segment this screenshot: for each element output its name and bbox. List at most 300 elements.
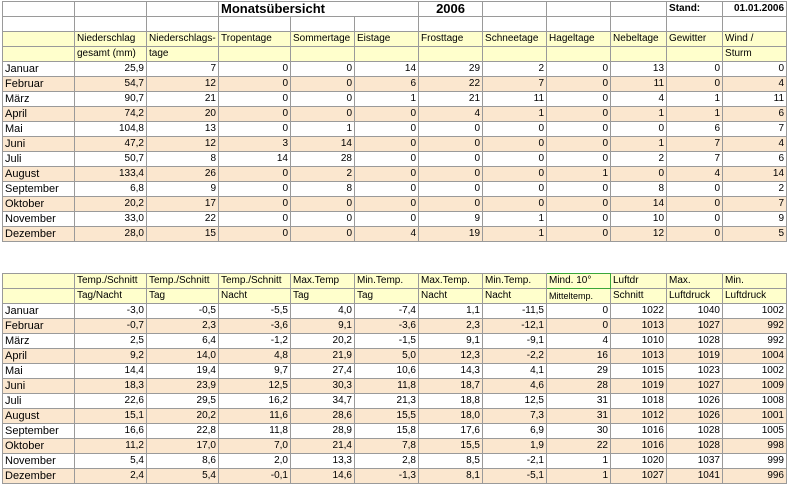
value-cell[interactable]: -1,2 — [219, 334, 291, 349]
header-cell[interactable]: Luftdr — [611, 274, 667, 289]
value-cell[interactable]: 0 — [355, 197, 419, 212]
value-cell[interactable]: 16,6 — [75, 424, 147, 439]
value-cell[interactable]: 30,3 — [291, 379, 355, 394]
value-cell[interactable]: 1020 — [611, 454, 667, 469]
value-cell[interactable]: 7 — [147, 62, 219, 77]
value-cell[interactable]: 7 — [667, 137, 723, 152]
month-label[interactable]: November — [3, 212, 75, 227]
value-cell[interactable]: 0 — [291, 197, 355, 212]
value-cell[interactable]: 21,3 — [355, 394, 419, 409]
value-cell[interactable]: 0 — [219, 182, 291, 197]
value-cell[interactable]: 1041 — [667, 469, 723, 484]
value-cell[interactable]: 34,7 — [291, 394, 355, 409]
value-cell[interactable]: 133,4 — [75, 167, 147, 182]
header-cell[interactable] — [219, 47, 291, 62]
value-cell[interactable]: 2 — [291, 167, 355, 182]
value-cell[interactable]: 7 — [723, 122, 787, 137]
value-cell[interactable]: 1010 — [611, 334, 667, 349]
month-label[interactable]: Mai — [3, 122, 75, 137]
cell[interactable] — [667, 17, 723, 32]
month-label[interactable]: Juli — [3, 394, 75, 409]
value-cell[interactable]: 29 — [419, 62, 483, 77]
value-cell[interactable]: 1022 — [611, 304, 667, 319]
value-cell[interactable]: 0 — [419, 122, 483, 137]
value-cell[interactable]: 12,5 — [483, 394, 547, 409]
value-cell[interactable]: 17 — [147, 197, 219, 212]
value-cell[interactable]: 20,2 — [75, 197, 147, 212]
value-cell[interactable]: 0 — [547, 107, 611, 122]
value-cell[interactable]: 4,1 — [483, 364, 547, 379]
value-cell[interactable]: 22,6 — [75, 394, 147, 409]
value-cell[interactable]: 90,7 — [75, 92, 147, 107]
month-label[interactable]: März — [3, 334, 75, 349]
value-cell[interactable]: 0 — [547, 122, 611, 137]
value-cell[interactable]: 1002 — [723, 304, 787, 319]
value-cell[interactable]: 0 — [667, 182, 723, 197]
header-cell[interactable] — [419, 47, 483, 62]
value-cell[interactable]: 2 — [483, 62, 547, 77]
value-cell[interactable]: 1026 — [667, 409, 723, 424]
value-cell[interactable]: 28 — [547, 379, 611, 394]
value-cell[interactable]: 8,5 — [419, 454, 483, 469]
value-cell[interactable]: 1008 — [723, 394, 787, 409]
value-cell[interactable]: 0 — [219, 122, 291, 137]
value-cell[interactable]: 12,3 — [419, 349, 483, 364]
month-label[interactable]: Juni — [3, 379, 75, 394]
header-cell[interactable]: Tag/Nacht — [75, 289, 147, 304]
value-cell[interactable]: 4,0 — [291, 304, 355, 319]
value-cell[interactable]: 0 — [483, 152, 547, 167]
value-cell[interactable]: 19 — [419, 227, 483, 242]
value-cell[interactable]: 18,7 — [419, 379, 483, 394]
value-cell[interactable]: 0 — [419, 137, 483, 152]
month-label[interactable]: Dezember — [3, 227, 75, 242]
value-cell[interactable]: 1 — [483, 107, 547, 122]
value-cell[interactable]: 0 — [291, 212, 355, 227]
value-cell[interactable]: -1,5 — [355, 334, 419, 349]
value-cell[interactable]: 2,3 — [419, 319, 483, 334]
value-cell[interactable]: 1002 — [723, 364, 787, 379]
value-cell[interactable]: 12 — [147, 77, 219, 92]
value-cell[interactable]: 0 — [547, 77, 611, 92]
cell[interactable] — [3, 17, 75, 32]
value-cell[interactable]: 0 — [291, 107, 355, 122]
value-cell[interactable]: 15,1 — [75, 409, 147, 424]
value-cell[interactable]: 26 — [147, 167, 219, 182]
value-cell[interactable]: 6 — [723, 107, 787, 122]
header-cell[interactable]: Min.Temp. — [483, 274, 547, 289]
value-cell[interactable]: 14,6 — [291, 469, 355, 484]
header-cell[interactable]: Temp./Schnitt — [219, 274, 291, 289]
value-cell[interactable]: 14,0 — [147, 349, 219, 364]
value-cell[interactable]: 1027 — [667, 319, 723, 334]
value-cell[interactable]: -2,1 — [483, 454, 547, 469]
value-cell[interactable]: 14 — [219, 152, 291, 167]
value-cell[interactable]: 74,2 — [75, 107, 147, 122]
value-cell[interactable]: 7 — [667, 152, 723, 167]
value-cell[interactable]: 11,8 — [219, 424, 291, 439]
value-cell[interactable]: 1028 — [667, 424, 723, 439]
value-cell[interactable]: 0 — [547, 212, 611, 227]
sheet-title[interactable]: Monatsübersicht — [219, 2, 419, 17]
header-cell[interactable]: Temp./Schnitt — [75, 274, 147, 289]
month-label[interactable]: Oktober — [3, 197, 75, 212]
header-cell[interactable]: Luftdruck — [667, 289, 723, 304]
value-cell[interactable]: 7,0 — [219, 439, 291, 454]
value-cell[interactable]: 0 — [219, 167, 291, 182]
cell[interactable] — [547, 17, 611, 32]
value-cell[interactable]: 1,9 — [483, 439, 547, 454]
cell[interactable] — [147, 2, 219, 17]
value-cell[interactable]: -3,0 — [75, 304, 147, 319]
cell[interactable] — [147, 17, 219, 32]
value-cell[interactable]: 18,3 — [75, 379, 147, 394]
sheet-year[interactable]: 2006 — [419, 2, 483, 17]
header-cell[interactable]: Niederschlag — [75, 32, 147, 47]
value-cell[interactable]: 11 — [723, 92, 787, 107]
value-cell[interactable]: 1013 — [611, 319, 667, 334]
header-cell[interactable]: Max.Temp. — [419, 274, 483, 289]
header-cell[interactable]: Nebeltage — [611, 32, 667, 47]
value-cell[interactable]: 0 — [419, 182, 483, 197]
value-cell[interactable]: 20 — [147, 107, 219, 122]
value-cell[interactable]: 1018 — [611, 394, 667, 409]
month-label[interactable]: September — [3, 182, 75, 197]
value-cell[interactable]: 4 — [667, 167, 723, 182]
value-cell[interactable]: 0 — [419, 167, 483, 182]
value-cell[interactable]: 0 — [667, 197, 723, 212]
cell[interactable] — [419, 17, 483, 32]
value-cell[interactable]: 14 — [355, 62, 419, 77]
cell[interactable] — [723, 17, 787, 32]
header-cell[interactable]: Max.Temp — [291, 274, 355, 289]
header-cell[interactable]: Gewitter — [667, 32, 723, 47]
header-cell[interactable]: Mitteltemp. — [547, 289, 611, 304]
value-cell[interactable]: 15,8 — [355, 424, 419, 439]
value-cell[interactable]: 0 — [355, 152, 419, 167]
value-cell[interactable]: 1 — [355, 92, 419, 107]
month-label[interactable]: Dezember — [3, 469, 75, 484]
value-cell[interactable]: 0 — [547, 62, 611, 77]
value-cell[interactable]: 0 — [355, 167, 419, 182]
header-cell[interactable] — [547, 47, 611, 62]
value-cell[interactable]: 0 — [291, 62, 355, 77]
value-cell[interactable]: 9 — [147, 182, 219, 197]
value-cell[interactable]: 21 — [419, 92, 483, 107]
value-cell[interactable]: 0 — [291, 77, 355, 92]
month-label[interactable]: Juli — [3, 152, 75, 167]
value-cell[interactable]: 4 — [723, 137, 787, 152]
value-cell[interactable]: 25,9 — [75, 62, 147, 77]
value-cell[interactable]: 0 — [723, 62, 787, 77]
cell[interactable] — [3, 2, 75, 17]
value-cell[interactable]: 12,5 — [219, 379, 291, 394]
value-cell[interactable]: 2 — [611, 152, 667, 167]
value-cell[interactable]: 1 — [483, 212, 547, 227]
value-cell[interactable]: -5,1 — [483, 469, 547, 484]
value-cell[interactable]: 4,6 — [483, 379, 547, 394]
value-cell[interactable]: 1019 — [667, 349, 723, 364]
header-cell[interactable]: Tag — [291, 289, 355, 304]
header-cell[interactable]: Sturm — [723, 47, 787, 62]
value-cell[interactable]: 17,6 — [419, 424, 483, 439]
value-cell[interactable]: 6,8 — [75, 182, 147, 197]
cell[interactable] — [219, 17, 291, 32]
month-label[interactable]: Februar — [3, 319, 75, 334]
value-cell[interactable]: 20,2 — [291, 334, 355, 349]
month-label[interactable]: Januar — [3, 304, 75, 319]
value-cell[interactable]: 15,5 — [419, 439, 483, 454]
value-cell[interactable]: 1 — [547, 469, 611, 484]
value-cell[interactable]: 0 — [355, 122, 419, 137]
header-cell[interactable]: Tropentage — [219, 32, 291, 47]
header-cell[interactable]: Max. — [667, 274, 723, 289]
value-cell[interactable]: 1005 — [723, 424, 787, 439]
value-cell[interactable]: 998 — [723, 439, 787, 454]
header-cell[interactable]: Temp./Schnitt — [147, 274, 219, 289]
value-cell[interactable]: 6,9 — [483, 424, 547, 439]
value-cell[interactable]: -3,6 — [355, 319, 419, 334]
value-cell[interactable]: 1 — [611, 137, 667, 152]
value-cell[interactable]: 9,1 — [291, 319, 355, 334]
value-cell[interactable]: 10,6 — [355, 364, 419, 379]
value-cell[interactable]: 2,4 — [75, 469, 147, 484]
value-cell[interactable]: 992 — [723, 334, 787, 349]
header-cell[interactable]: Wind / — [723, 32, 787, 47]
value-cell[interactable]: 0 — [547, 304, 611, 319]
value-cell[interactable]: 1 — [483, 227, 547, 242]
value-cell[interactable]: 13 — [611, 62, 667, 77]
header-cell[interactable]: Tag — [355, 289, 419, 304]
month-label[interactable]: September — [3, 424, 75, 439]
cell[interactable] — [291, 17, 355, 32]
value-cell[interactable]: 11 — [483, 92, 547, 107]
value-cell[interactable]: 0 — [219, 62, 291, 77]
value-cell[interactable]: -0,7 — [75, 319, 147, 334]
value-cell[interactable]: 0 — [667, 62, 723, 77]
value-cell[interactable]: -3,6 — [219, 319, 291, 334]
value-cell[interactable]: 0 — [219, 92, 291, 107]
value-cell[interactable]: 1,1 — [419, 304, 483, 319]
value-cell[interactable]: -1,3 — [355, 469, 419, 484]
value-cell[interactable]: 0 — [219, 77, 291, 92]
value-cell[interactable]: -7,4 — [355, 304, 419, 319]
month-label[interactable]: Mai — [3, 364, 75, 379]
value-cell[interactable]: 50,7 — [75, 152, 147, 167]
value-cell[interactable]: 0 — [483, 137, 547, 152]
value-cell[interactable]: 0 — [219, 227, 291, 242]
value-cell[interactable]: 15,5 — [355, 409, 419, 424]
value-cell[interactable]: 4 — [355, 227, 419, 242]
value-cell[interactable]: 11 — [611, 77, 667, 92]
value-cell[interactable]: 1 — [547, 454, 611, 469]
value-cell[interactable]: 4,8 — [219, 349, 291, 364]
value-cell[interactable]: 19,4 — [147, 364, 219, 379]
month-label[interactable]: Oktober — [3, 439, 75, 454]
value-cell[interactable]: 8 — [611, 182, 667, 197]
cell[interactable] — [611, 2, 667, 17]
value-cell[interactable]: 54,7 — [75, 77, 147, 92]
value-cell[interactable]: 2 — [723, 182, 787, 197]
stand-label[interactable]: Stand: — [667, 2, 723, 17]
value-cell[interactable]: 17,0 — [147, 439, 219, 454]
month-label[interactable]: Februar — [3, 77, 75, 92]
value-cell[interactable]: 1028 — [667, 439, 723, 454]
cell[interactable] — [483, 17, 547, 32]
value-cell[interactable]: 10 — [611, 212, 667, 227]
month-label[interactable]: Juni — [3, 137, 75, 152]
value-cell[interactable]: 1 — [667, 107, 723, 122]
header-cell[interactable]: Nacht — [219, 289, 291, 304]
value-cell[interactable]: 1016 — [611, 439, 667, 454]
value-cell[interactable]: 0 — [547, 137, 611, 152]
value-cell[interactable]: 0 — [667, 227, 723, 242]
cell[interactable] — [3, 289, 75, 304]
value-cell[interactable]: 1 — [291, 122, 355, 137]
value-cell[interactable]: 11,2 — [75, 439, 147, 454]
value-cell[interactable]: 1027 — [667, 379, 723, 394]
value-cell[interactable]: 0 — [483, 197, 547, 212]
value-cell[interactable]: 9 — [419, 212, 483, 227]
value-cell[interactable]: 20,2 — [147, 409, 219, 424]
header-cell[interactable]: Hageltage — [547, 32, 611, 47]
value-cell[interactable]: 1001 — [723, 409, 787, 424]
header-cell[interactable]: Min.Temp. — [355, 274, 419, 289]
value-cell[interactable]: 5,0 — [355, 349, 419, 364]
value-cell[interactable]: 0 — [547, 227, 611, 242]
value-cell[interactable]: 1009 — [723, 379, 787, 394]
value-cell[interactable]: 1 — [667, 92, 723, 107]
stand-date[interactable]: 01.01.2006 — [723, 2, 787, 17]
month-label[interactable]: August — [3, 409, 75, 424]
value-cell[interactable]: 5,4 — [147, 469, 219, 484]
value-cell[interactable]: -2,2 — [483, 349, 547, 364]
value-cell[interactable]: 1015 — [611, 364, 667, 379]
header-cell[interactable] — [291, 47, 355, 62]
value-cell[interactable]: 9 — [723, 212, 787, 227]
value-cell[interactable]: 1004 — [723, 349, 787, 364]
value-cell[interactable]: 2,8 — [355, 454, 419, 469]
value-cell[interactable]: 13,3 — [291, 454, 355, 469]
value-cell[interactable]: 8,6 — [147, 454, 219, 469]
value-cell[interactable]: 22 — [547, 439, 611, 454]
value-cell[interactable]: -5,5 — [219, 304, 291, 319]
header-cell[interactable]: Mind. 10° — [547, 274, 611, 289]
value-cell[interactable]: 104,8 — [75, 122, 147, 137]
header-cell[interactable]: tage — [147, 47, 219, 62]
value-cell[interactable]: 12 — [147, 137, 219, 152]
value-cell[interactable]: 996 — [723, 469, 787, 484]
value-cell[interactable]: 6,4 — [147, 334, 219, 349]
header-cell[interactable] — [355, 47, 419, 62]
value-cell[interactable]: 14,3 — [419, 364, 483, 379]
header-cell[interactable] — [611, 47, 667, 62]
value-cell[interactable]: 0 — [483, 182, 547, 197]
value-cell[interactable]: 992 — [723, 319, 787, 334]
value-cell[interactable]: 22 — [147, 212, 219, 227]
value-cell[interactable]: 0 — [547, 197, 611, 212]
value-cell[interactable]: 0 — [219, 197, 291, 212]
month-label[interactable]: April — [3, 107, 75, 122]
cell[interactable] — [611, 17, 667, 32]
month-label[interactable]: Januar — [3, 62, 75, 77]
value-cell[interactable]: 8 — [147, 152, 219, 167]
cell[interactable] — [75, 17, 147, 32]
value-cell[interactable]: 11,8 — [355, 379, 419, 394]
value-cell[interactable]: 9,1 — [419, 334, 483, 349]
value-cell[interactable]: 29 — [547, 364, 611, 379]
value-cell[interactable]: 0 — [419, 152, 483, 167]
value-cell[interactable]: 23,9 — [147, 379, 219, 394]
value-cell[interactable]: 1012 — [611, 409, 667, 424]
month-label[interactable]: April — [3, 349, 75, 364]
value-cell[interactable]: 0 — [219, 212, 291, 227]
value-cell[interactable]: 2,5 — [75, 334, 147, 349]
value-cell[interactable]: 21,4 — [291, 439, 355, 454]
value-cell[interactable]: 7 — [483, 77, 547, 92]
value-cell[interactable]: 7,3 — [483, 409, 547, 424]
value-cell[interactable]: 29,5 — [147, 394, 219, 409]
value-cell[interactable]: -9,1 — [483, 334, 547, 349]
value-cell[interactable]: 0 — [547, 92, 611, 107]
value-cell[interactable]: 8 — [291, 182, 355, 197]
cell[interactable] — [355, 17, 419, 32]
value-cell[interactable]: 15 — [147, 227, 219, 242]
value-cell[interactable]: 28,6 — [291, 409, 355, 424]
value-cell[interactable]: 7 — [723, 197, 787, 212]
header-cell[interactable]: Nacht — [483, 289, 547, 304]
value-cell[interactable]: 28,0 — [75, 227, 147, 242]
value-cell[interactable]: 4 — [723, 77, 787, 92]
value-cell[interactable]: -11,5 — [483, 304, 547, 319]
value-cell[interactable]: 0 — [547, 182, 611, 197]
value-cell[interactable]: 8,1 — [419, 469, 483, 484]
value-cell[interactable]: 9,7 — [219, 364, 291, 379]
value-cell[interactable]: 18,8 — [419, 394, 483, 409]
value-cell[interactable]: 21,9 — [291, 349, 355, 364]
value-cell[interactable]: 0 — [667, 77, 723, 92]
value-cell[interactable]: 1037 — [667, 454, 723, 469]
value-cell[interactable]: -0,1 — [219, 469, 291, 484]
value-cell[interactable]: 0 — [219, 107, 291, 122]
month-label[interactable]: August — [3, 167, 75, 182]
value-cell[interactable]: 1023 — [667, 364, 723, 379]
value-cell[interactable]: 2,3 — [147, 319, 219, 334]
cell[interactable] — [3, 274, 75, 289]
value-cell[interactable]: 1016 — [611, 424, 667, 439]
header-cell[interactable] — [483, 47, 547, 62]
header-cell[interactable]: Sommertage — [291, 32, 355, 47]
value-cell[interactable]: 0 — [355, 107, 419, 122]
value-cell[interactable]: 28 — [291, 152, 355, 167]
value-cell[interactable]: 0 — [667, 212, 723, 227]
value-cell[interactable]: 31 — [547, 409, 611, 424]
value-cell[interactable]: -0,5 — [147, 304, 219, 319]
value-cell[interactable]: 30 — [547, 424, 611, 439]
value-cell[interactable]: 12 — [611, 227, 667, 242]
value-cell[interactable]: 0 — [547, 319, 611, 334]
month-label[interactable]: November — [3, 454, 75, 469]
value-cell[interactable]: 33,0 — [75, 212, 147, 227]
value-cell[interactable]: 1028 — [667, 334, 723, 349]
value-cell[interactable]: 3 — [219, 137, 291, 152]
value-cell[interactable]: 47,2 — [75, 137, 147, 152]
value-cell[interactable]: 0 — [291, 92, 355, 107]
value-cell[interactable]: 0 — [483, 122, 547, 137]
header-cell[interactable]: Eistage — [355, 32, 419, 47]
header-cell[interactable]: gesamt (mm) — [75, 47, 147, 62]
value-cell[interactable]: 5 — [723, 227, 787, 242]
